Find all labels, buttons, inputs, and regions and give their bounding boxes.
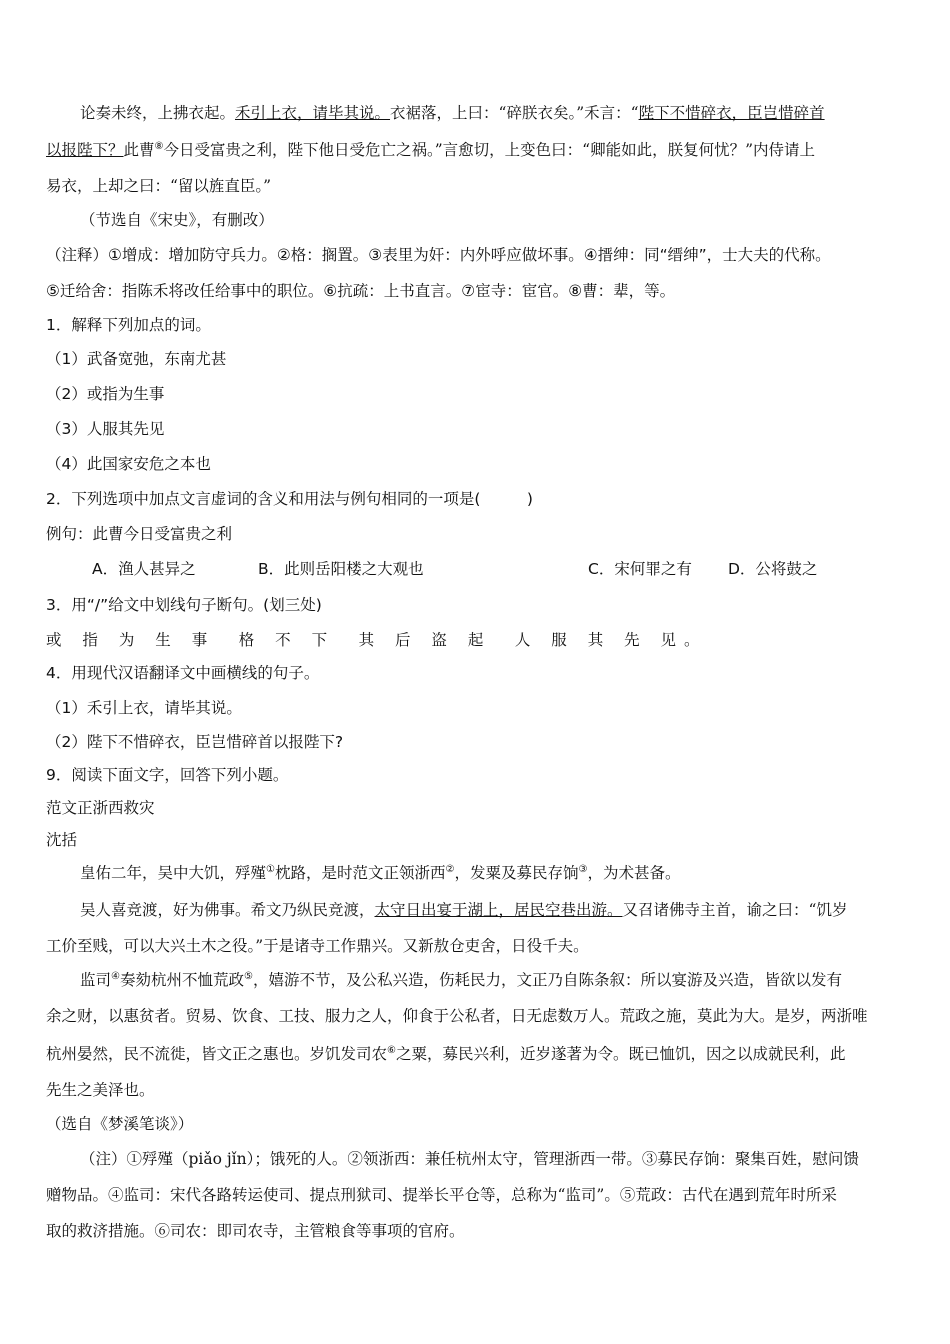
option-d[interactable]: D．公将鼓之	[728, 560, 818, 578]
option-b[interactable]: B．此则岳阳楼之大观也	[258, 560, 424, 578]
passage2-notes-1: （注）①殍殣（piǎo jǐn）；饿死的人。②领浙西：兼任杭州太守，管理浙西一带。③募民存饷：聚集百姓，慰问馈	[80, 1150, 859, 1168]
underlined-sentence-2a: 陛下不惜碎衣，臣岂惜碎首	[638, 104, 825, 122]
question-2-title: 2．下列选项中加点文言虚词的含义和用法与例句相同的一项是( )	[46, 490, 533, 508]
question-2-example: 例句：此曹今日受富贵之利	[46, 525, 233, 543]
option-c[interactable]: C．宋何罪之有	[588, 560, 692, 578]
passage2-notes-3: 取的救济措施。⑥司农：即司农寺，主管粮食等事项的官府。	[46, 1222, 465, 1240]
question-1-item: （2）或指为生事	[46, 385, 165, 403]
passage2-para-1: 皇佑二年，吴中大饥，殍殣①枕路，是时范文正领浙西②，发粟及募民存饷③，为术甚备。	[80, 863, 681, 882]
question-4-item: （1）禾引上衣，请毕其说。	[46, 699, 242, 717]
option-a[interactable]: A．渔人甚异之	[92, 560, 196, 578]
passage1-line-3: 易衣，上却之曰：“留以旌直臣。”	[46, 177, 272, 195]
passage2-para-3-line-3: 杭州晏然，民不流徙，皆文正之惠也。岁饥发司农⑥之粟，募民兴利，近岁遂著为令。既已恤饥，因之以成就民利，此	[46, 1044, 846, 1063]
question-1-item: （3）人服其先见	[46, 420, 165, 438]
passage1-notes-1: （注释）①增成：增加防守兵力。②格：搁置。③表里为奸：内外呼应做坏事。④搢绅：同“缙绅”，士大夫的代称。	[46, 246, 831, 264]
question-9-title: 9．阅读下面文字，回答下列小题。	[46, 766, 289, 784]
passage2-para-3-line-4: 先生之美泽也。	[46, 1081, 155, 1099]
underlined-sentence-1: 禾引上衣，请毕其说。	[235, 104, 391, 122]
question-4-title: 4．用现代汉语翻译文中画横线的句子。	[46, 664, 320, 682]
passage2-para-2-line-2: 工价至贱，可以大兴土木之役。”于是诸寺工作鼎兴。又新敖仓吏舍，日役千夫。	[46, 937, 589, 955]
passage2-notes-2: 赠物品。④监司：宋代各路转运使司、提点刑狱司、提举长平仓等，总称为“监司”。⑤荒政：古代在遇到荒年时所采	[46, 1186, 837, 1204]
passage2-para-3-line-1: 监司④奏劾杭州不恤荒政⑤，嬉游不节，及公私兴造，伤耗民力，文正乃自陈条叙：所以宴游及兴造，皆欲以发有	[80, 970, 842, 989]
passage2-author: 沈括	[46, 831, 78, 849]
question-1-title: 1．解释下列加点的词。	[46, 316, 211, 334]
question-3-title: 3．用“/”给文中划线句子断句。(划三处)	[46, 596, 322, 614]
passage2-para-2-line-1: 吴人喜竞渡，好为佛事。希文乃纵民竞渡，太守日出宴于湖上，居民空巷出游。又召诸佛寺主首，谕之曰：“饥岁	[80, 901, 848, 919]
passage1-line-1: 论奏未终，上拂衣起。禾引上衣，请毕其说。衣裾落，上曰：“碎朕衣矣。”禾言：“陛下不惜碎衣，臣岂惜碎首	[80, 104, 825, 122]
question-1-item: （1）武备宽弛，东南尤甚	[46, 350, 227, 368]
passage1-source: （节选自《宋史》，有删改）	[80, 211, 274, 229]
passage2-source: （选自《梦溪笔谈》）	[46, 1115, 194, 1133]
passage1-notes-2: ⑤迁给舍：指陈禾将改任给事中的职位。⑥抗疏：上书直言。⑦宦寺：宦官。⑧曹：辈，等。	[46, 282, 676, 300]
underlined-sentence-2b: 以报陛下？	[46, 141, 124, 159]
question-3-sentence: 或 指 为 生 事 格 不 下 其 后 盗 起 人 服 其 先 见。	[46, 631, 708, 649]
passage2-heading: 范文正浙西救灾	[46, 799, 155, 817]
question-4-item: （2）陛下不惜碎衣，臣岂惜碎首以报陛下?	[46, 733, 344, 751]
question-1-item: （4）此国家安危之本也	[46, 455, 211, 473]
passage2-para-3-line-2: 余之财，以惠贫者。贸易、饮食、工技、服力之人，仰食于公私者，日无虑数万人。荒政之施，莫此为大。是岁，两浙唯	[46, 1007, 868, 1025]
passage1-line-2: 以报陛下？此曹⑧今日受富贵之利，陛下他日受危亡之祸。”言愈切，上变色曰：“卿能如此，朕复何忧？”内侍请上	[46, 140, 816, 159]
underlined-sentence-3: 太守日出宴于湖上，居民空巷出游。	[374, 901, 623, 919]
